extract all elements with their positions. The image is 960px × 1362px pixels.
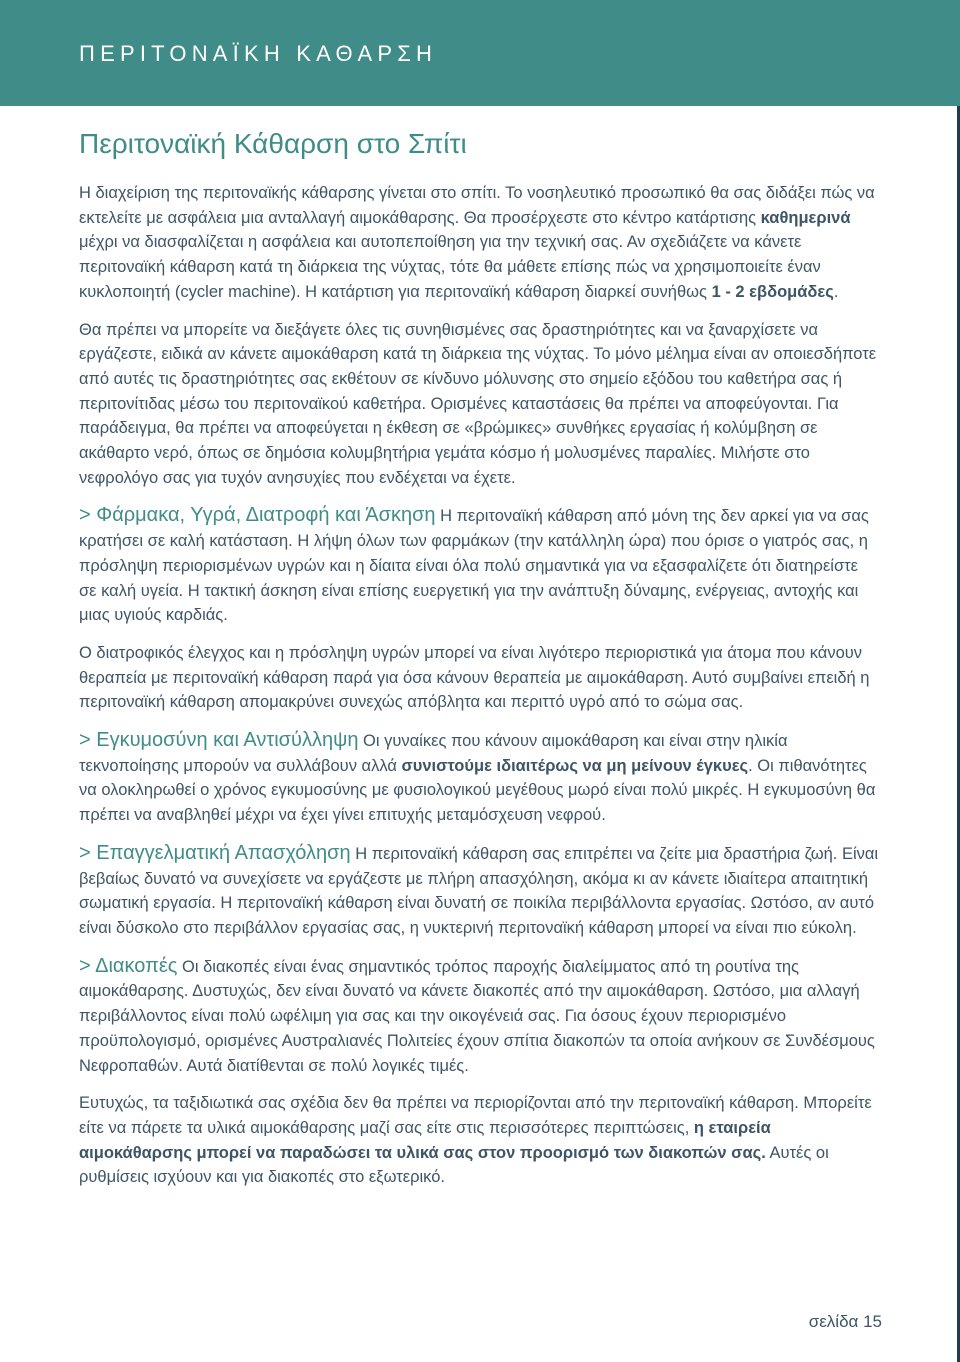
section-holidays <box>79 954 879 1079</box>
page-number: σελίδα 15 <box>808 1312 882 1331</box>
header-band <box>0 0 960 106</box>
text-run: Ευτυχώς, τα ταξιδιωτικά σας σχέδια δεν θα πρέπει να περιορίζονται από την περιτοναϊκή κάθαρση. Μπορείτε είτε να πάρετε τα υλικά αιμοκάθαρσης μαζί σας είτε στις περισσότερες περιπτώσεις, <box>79 1094 872 1137</box>
section-medicines <box>79 503 879 628</box>
section-heading-holidays: > Διακοπές <box>79 954 178 977</box>
text-run: Οι διακοπές είναι ένας σημαντικός τρόπος παροχής διαλείμματος από τη ρουτίνα της αιμοκάθαρσης. Δυστυχώς, δεν είναι δυνατό να κάνετε διακοπές από την αιμοκάθαρση. Ωστόσο, μια αλλαγή περιβάλλοντος είναι πολύ ωφέλιμη για σας και την οικογένειά σας. Για όσους έχουν περιορισμένο προϋπολογισμό, ορισμένες Αυστραλιανές Πολιτείες έχουν σπίτια διακοπών τα οποία ανήκουν σε Συνδέσμους Νεφροπαθών. Αυτά διατίθενται σε πολύ λογικές τιμές. <box>79 957 875 1075</box>
section-employment <box>79 841 879 941</box>
emphasis-recommendation: συνιστούμε ιδιαιτέρως να μη μείνουν έγκυες <box>401 756 749 775</box>
section-heading-employment: > Επαγγελματική Απασχόληση <box>79 841 351 864</box>
text-run: Οι γυναίκες που κάνουν αιμοκάθαρση και είναι στην ηλικία τεκνοποίησης μπορούν να συλλάβουν αλλά <box>79 732 788 775</box>
paragraph-diet: Ο διατροφικός έλεγχος και η πρόσληψη υγρών μπορεί να είναι λιγότερο περιοριστικά για άτομα που κάνουν θεραπεία με περιτοναϊκή κάθαρση παρά για όσα κάνουν θεραπεία με αιμοκάθαρση. Αυτό συμβαίνει επειδή η περιτοναϊκή κάθαρση απομακρύνει συνεχώς απόβλητα και περιττό υγρό από το σώμα σας. <box>79 643 870 712</box>
page-title: Περιτοναϊκή Κάθαρση στο Σπίτι <box>79 128 467 159</box>
text-run: Αυτές οι ρυθμίσεις ισχύουν και για διακοπές στο εξωτερικό. <box>79 1143 829 1187</box>
text-run: μέχρι να διασφαλίζεται η ασφάλεια και αυτοπεποίθηση για την τεχνική σας. Αν σχεδιάζετε να κάνετε περιτοναϊκή κάθαρση κατά τη διάρκεια της νύχτας, τότε θα μάθετε επίσης πώς να χρησιμοποιείτε έναν κυκλοποιητή (cycler machine). Η κατάρτιση για περιτοναϊκή κάθαρση διαρκεί συνήθως <box>79 233 821 301</box>
paragraph-home-training <box>79 181 879 305</box>
paragraph-activities: Θα πρέπει να μπορείτε να διεξάγετε όλες τις συνηθισμένες σας δραστηριότητες και να ξαναρχίσετε να εργάζεστε, ειδικά αν κάνετε αιμοκάθαρση κατά τη διάρκεια της νύχτας. Το μόνο μέλημα είναι αν οποιεσδήποτε από αυτές τις δραστηριότητες σας εκθέτουν σε κίνδυνο μόλυνσης στο σημείο εξόδου του καθετήρα σας ή περιτονίτιδας μέσω του περιτοναϊκού καθετήρα. Ορισμένες καταστάσεις θα πρέπει να αποφεύγονται. Για παράδειγμα, θα πρέπει να αποφεύγεται η έκθεση σε «βρώμικες» συνθήκες εργασίας ή κολύμβηση σε ακάθαρτο νερό, όπως σε δημόσια κολυμβητήρια γεμάτα κόσμο ή μολυσμένες παραλίες. Μιλήστε στο νεφρολόγο σας για τυχόν ανησυχίες που ενδέχεται να έχετε. <box>79 320 877 487</box>
paragraph-travel <box>79 1091 879 1190</box>
text-run: . <box>833 282 839 301</box>
section-title: ΠΕΡΙΤΟΝΑΪΚΗ ΚΑΘΑΡΣΗ <box>79 41 438 66</box>
emphasis-delivery: η εταιρεία αιμοκάθαρσης μπορεί να παραδώσει τα υλικά σας στον προορισμό των διακοπών σας. <box>79 1118 771 1162</box>
text-run: Η περιτοναϊκή κάθαρση σας επιτρέπει να ζείτε μια δραστήρια ζωή. Είναι βεβαίως δυνατό να συνεχίσετε να εργάζεστε με πλήρη απασχόληση, ακόμα κι αν κάνετε ιδιαίτερα απαιτητική σωματική εργασία. Η περιτοναϊκή κάθαρση είναι δυνατή σε ποικίλα περιβάλλοντα εργασίας. Ωστόσο, αν αυτό είναι δύσκολο στο περιβάλλον εργασίας σας, η νυκτερινή περιτοναϊκή κάθαρση μπορεί να είναι πιο εύκολη. <box>79 844 879 937</box>
emphasis-duration: 1 - 2 εβδομάδες <box>711 282 834 301</box>
text-run: . Οι πιθανότητες να ολοκληρωθεί ο χρόνος εγκυμοσύνης με φυσιολογικού μεγέθους μωρό είναι πολύ μικρές. Η εγκυμοσύνη θα πρέπει να αναβληθεί μέχρι να έχει γίνει επιτυχής μεταμόσχευση νεφρού. <box>79 756 876 825</box>
article-body <box>79 181 879 1203</box>
section-heading-pregnancy: > Εγκυμοσύνη και Αντισύλληψη <box>79 729 359 752</box>
emphasis-daily: καθημερινά <box>760 208 851 227</box>
text-run: Η περιτοναϊκή κάθαρση από μόνη της δεν αρκεί για να σας κρατήσει σε καλή κατάσταση. Η λήψη όλων των φαρμάκων (την κατάλληλη ώρα) που όρισε ο γιατρός σας, η πρόσληψη περιορισμένων υγρών και η δίαιτα είναι όλα πολύ σημαντικά για να εξασφαλίζετε ότι διατηρείστε σε καλή υγεία. Η τακτική άσκηση είναι επίσης ευεργετική για την ανάπτυξη δύναμης, ενέργειας, αντοχής και μιας υγιούς καρδιάς. <box>79 507 869 625</box>
text-run: Η διαχείριση της περιτοναϊκής κάθαρσης γίνεται στο σπίτι. Το νοσηλευτικό προσωπικό θα σας διδάξει πώς να εκτελείτε με ασφάλεια μια ανταλλαγή αιμοκάθαρσης. Θα προσέρχεστε στο κέντρο κατάρτισης <box>79 184 875 227</box>
section-heading-medicines: > Φάρμακα, Υγρά, Διατροφή και Άσκηση <box>79 504 436 527</box>
section-pregnancy <box>79 728 879 828</box>
